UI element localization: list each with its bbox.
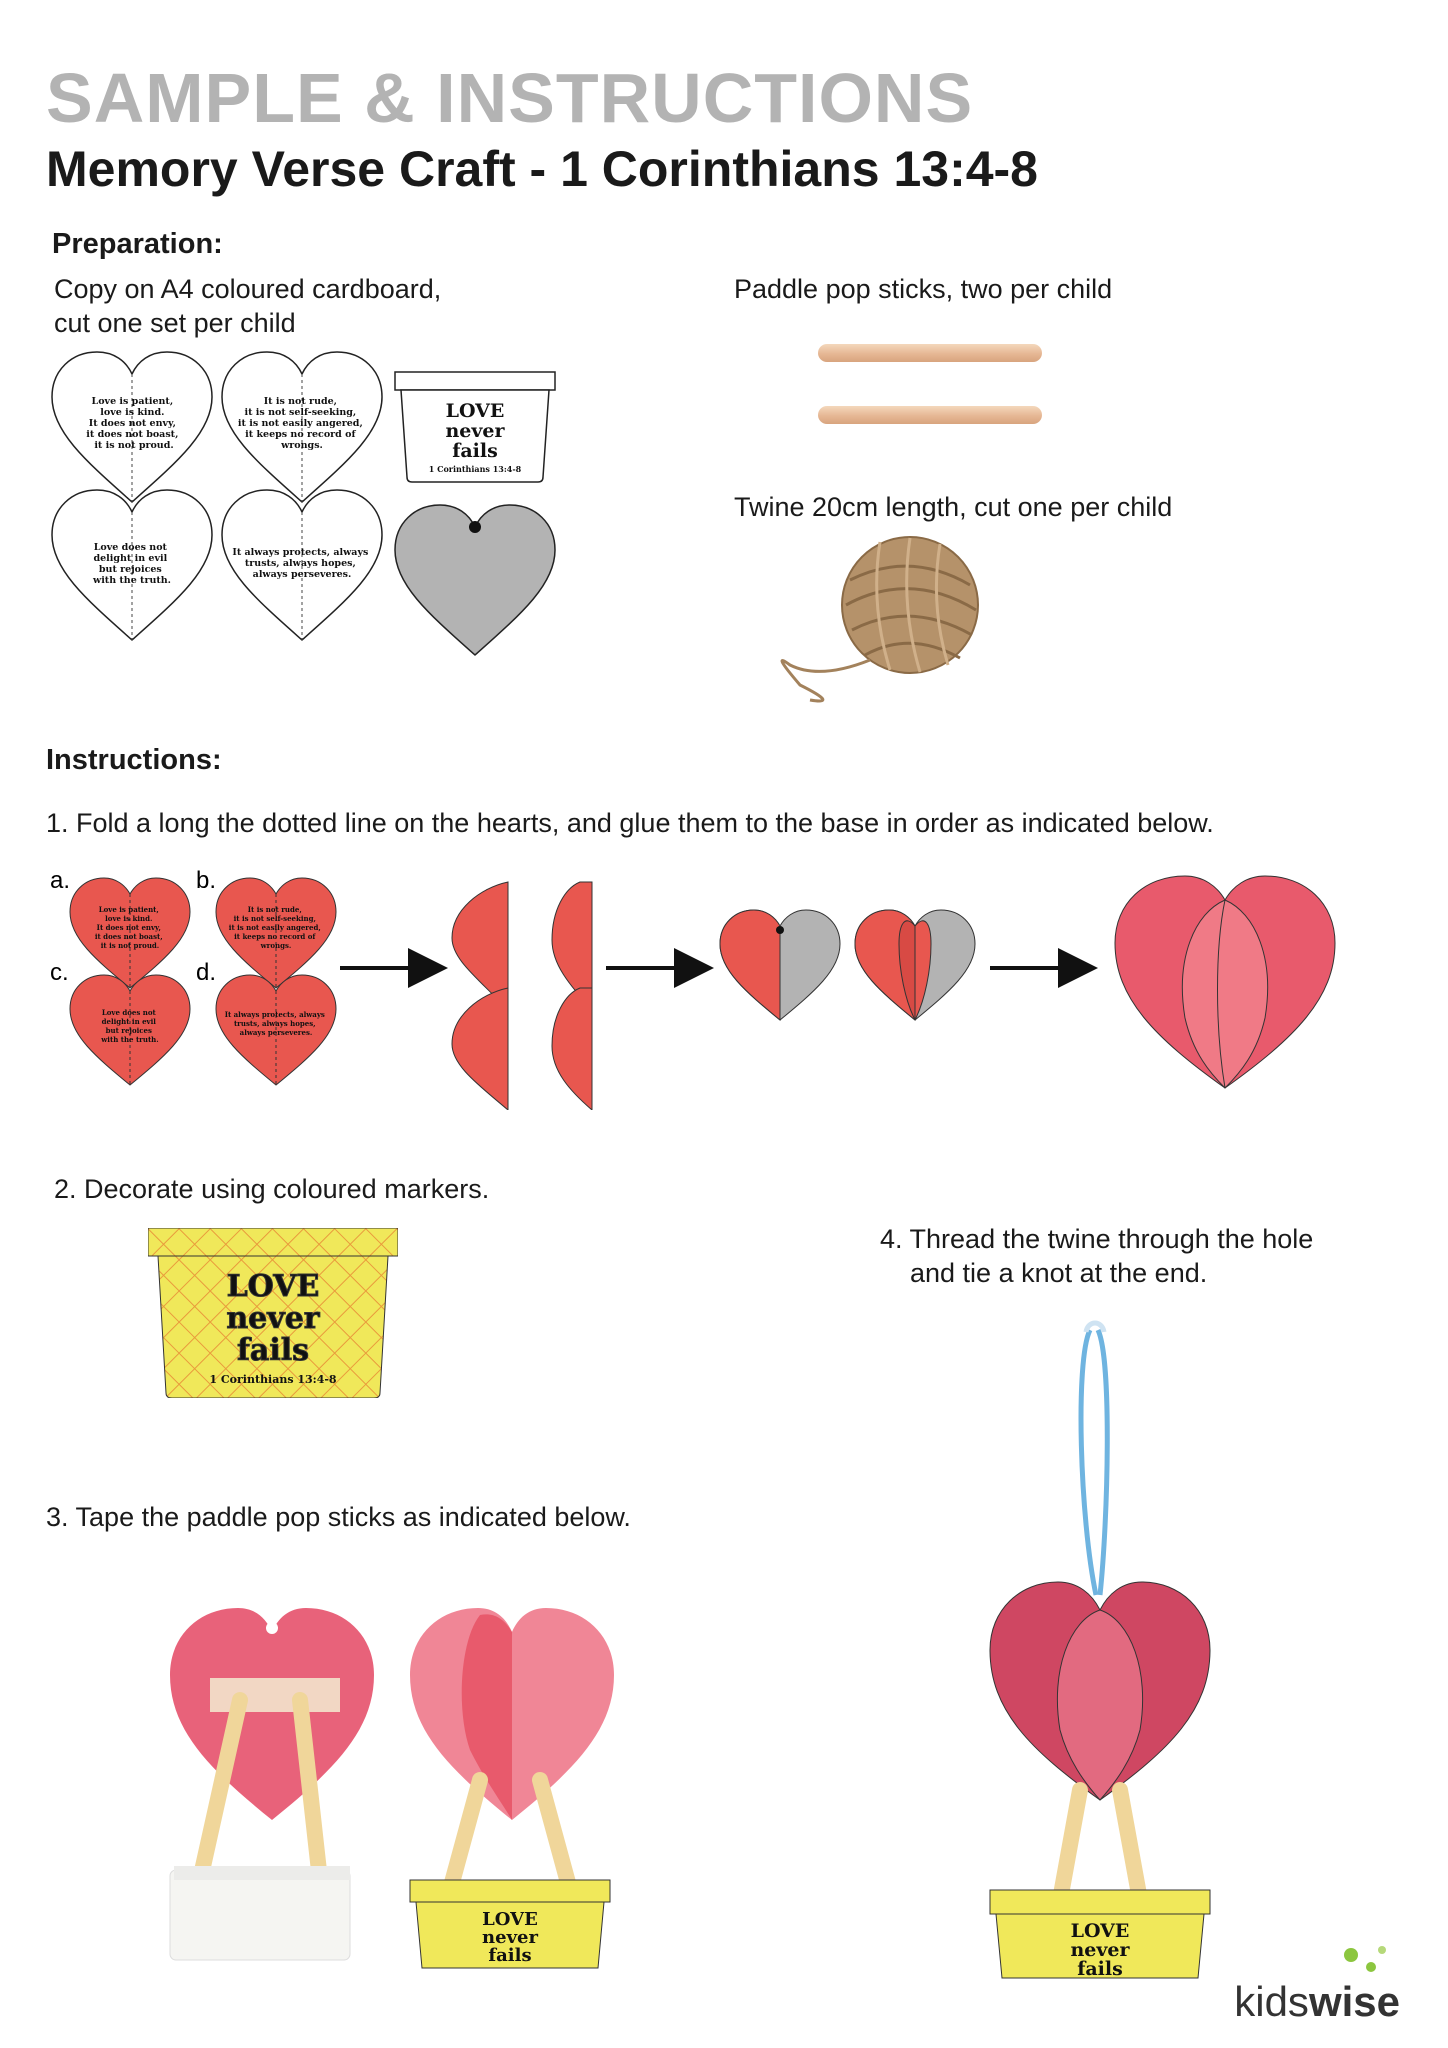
step-4-line2: and tie a knot at the end. [910, 1258, 1208, 1288]
finished-fails: fails [1077, 1958, 1123, 1980]
box-template-fails: fails [452, 440, 498, 462]
decorated-fails: fails [236, 1333, 310, 1368]
page-title: SAMPLE & INSTRUCTIONS [46, 59, 974, 137]
heart-b-template [222, 352, 382, 502]
logo-dot-icon [1344, 1948, 1358, 1962]
box-template-ref: 1 Corinthians 13:4-8 [428, 464, 522, 474]
base-with-half [720, 910, 840, 1020]
gray-base-heart [395, 505, 555, 655]
paddle-pop-stick [818, 344, 1042, 362]
folded-hearts [452, 882, 592, 1110]
assembled-heart [1115, 876, 1335, 1088]
heart-c-text: Love does not delight in evil but rejoices with the truth. [93, 542, 171, 586]
twine-ball-image [760, 530, 1000, 710]
back-view-craft [170, 1608, 374, 1960]
finished-craft [990, 1323, 1210, 1980]
paddle-pop-stick [818, 406, 1042, 424]
logo-dot-icon [1378, 1946, 1386, 1954]
box-template [395, 372, 555, 482]
front-love: LOVE [482, 1909, 538, 1930]
heart-a-template [52, 352, 212, 502]
heart-b-text: It is not rude, it is not self-seeking, it is not easily angered, it keeps no record of wrongs. [237, 396, 363, 451]
logo-dot-icon [1366, 1962, 1376, 1972]
decorated-love: LOVE [226, 1269, 320, 1304]
twine-label: Twine 20cm length, cut one per child [734, 492, 1173, 522]
step4-photo [980, 1320, 1220, 1980]
front-fails: fails [488, 1945, 532, 1966]
step1-diagram [40, 860, 1420, 1110]
svg-text:Love does not delight in: Love does not delight in evil but rejoices with the truth. [101, 1008, 159, 1044]
heart-b-red [216, 878, 336, 988]
step-3: 3. Tape the paddle pop sticks as indicated below. [46, 1502, 631, 1532]
step-2: 2. Decorate using coloured markers. [54, 1174, 490, 1204]
instructions-heading: Instructions: [46, 744, 222, 776]
heart-d-red [216, 975, 336, 1085]
preparation-heading: Preparation: [52, 228, 223, 260]
logo-kids: kids [1234, 1978, 1309, 2025]
heart-a-text: Love is patient, love is kind. It does not envy, it does not boast, it is not proud. [86, 396, 179, 451]
finished-love: LOVE [1070, 1920, 1130, 1942]
step-4-line1: 4. Thread the twine through the hole [880, 1224, 1314, 1254]
label-c: c. [50, 959, 69, 986]
svg-text:It is not rude, it is no: It is not rude, it is not self-seeking, it is not easily angered, it keeps no record of wrongs. [228, 905, 321, 950]
heart-c-red [70, 975, 190, 1085]
sticks-label: Paddle pop sticks, two per child [734, 274, 1113, 304]
label-b: b. [196, 867, 217, 894]
kidswise-logo [1234, 1978, 1400, 2026]
step-1: 1. Fold a long the dotted line on the hearts, and glue them to the base in order as indicated below. [46, 808, 1214, 838]
step3-photos [160, 1580, 640, 1970]
label-a: a. [50, 867, 71, 894]
heart-c-template [52, 490, 212, 640]
box-template-never: never [445, 420, 505, 442]
logo-wise: wise [1308, 1978, 1400, 2025]
decorated-box [148, 1228, 398, 1398]
box-template-love: LOVE [445, 400, 505, 422]
decorated-ref: 1 Corinthians 13:4-8 [209, 1373, 337, 1386]
front-view-craft [410, 1608, 614, 1968]
decorated-never: never [226, 1301, 320, 1336]
svg-text:Love is patient, love is: Love is patient, love is kind. It does not envy, it does not boast, it is not proud. [94, 905, 163, 950]
heart-d-template [222, 490, 382, 640]
heart-d-text: It always protects, always trusts, always hopes, always perseveres. [232, 547, 369, 580]
front-never: never [482, 1927, 538, 1948]
label-d: d. [196, 959, 217, 986]
svg-text:It always protects, always: It always protects, always trusts, always hopes, always perseveres. [224, 1010, 325, 1037]
cardboard-line1: Copy on A4 coloured cardboard, [54, 274, 442, 304]
template-sheet [50, 350, 570, 700]
finished-never: never [1070, 1939, 1130, 1961]
page-subtitle: Memory Verse Craft - 1 Corinthians 13:4-8 [46, 141, 1038, 197]
cardboard-line2: cut one set per child [54, 308, 296, 338]
base-with-multiple [855, 910, 975, 1020]
heart-a-red [70, 878, 190, 988]
